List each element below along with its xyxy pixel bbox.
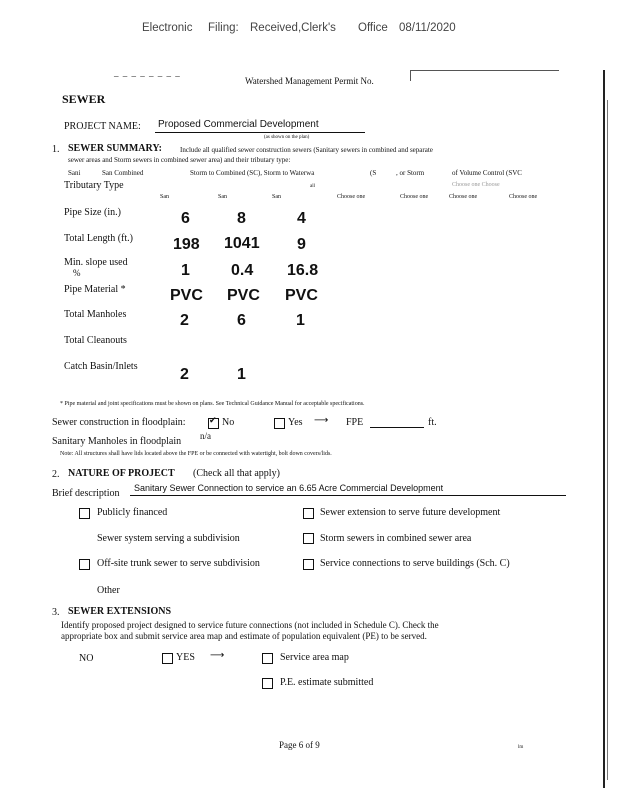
option-publicly-financed: Publicly financed	[97, 507, 168, 518]
cell-value: 2	[180, 366, 189, 383]
col-header: San	[160, 194, 169, 200]
cell-value: 6	[237, 312, 246, 329]
arrow-right-icon: ⟶	[314, 415, 329, 426]
row-label-min-slope: Min. slope used	[64, 257, 128, 268]
floodplain-no-label: No	[222, 417, 235, 428]
offsite-trunk-checkbox[interactable]	[79, 559, 90, 570]
section-title: SEWER	[62, 92, 106, 106]
permit-dashes: _ _ _ _ _ _ _ _	[114, 68, 181, 78]
cell-value: PVC	[227, 287, 260, 304]
col-header: San	[218, 194, 227, 200]
header-office: Office	[358, 22, 388, 34]
section3-number: 3.	[52, 607, 60, 618]
sewer-extension-checkbox[interactable]	[303, 508, 314, 519]
fpe-unit: ft.	[428, 417, 437, 428]
footer-mark: lm	[518, 745, 524, 750]
tributary-type-label: Tributary Type	[64, 180, 124, 191]
cell-value: 2	[180, 312, 189, 329]
cell-value: 198	[173, 236, 200, 253]
header-filing: Filing:	[208, 22, 239, 34]
permit-number-field[interactable]	[410, 70, 559, 81]
cell-value: 1	[237, 366, 246, 383]
option-sewer-extension: Sewer extension to serve future development	[320, 507, 501, 518]
type-san-combined: San Combined	[102, 169, 144, 177]
arrow-right-icon: ⟶	[210, 650, 225, 661]
floodplain-label: Sewer construction in floodplain:	[52, 417, 186, 428]
project-name-underline	[155, 132, 365, 133]
header-date: 08/11/2020	[399, 22, 456, 34]
cell-value: 1	[181, 262, 190, 279]
row-label-total-cleanouts: Total Cleanouts	[64, 335, 127, 346]
section1-heading: SEWER SUMMARY:	[68, 143, 163, 154]
section3-desc2: appropriate box and submit service area map and estimate of population equivalent (PE) to be served.	[61, 631, 427, 641]
row-label-catch-basin: Catch Basin/Inlets	[64, 361, 138, 372]
brief-description-value: Sanitary Sewer Connection to service an 6.65 Acre Commercial Development	[134, 483, 444, 493]
service-area-map-label: Service area map	[280, 652, 349, 663]
option-other: Other	[97, 585, 120, 596]
pe-estimate-checkbox[interactable]	[262, 678, 273, 689]
cell-value: 1041	[224, 235, 260, 252]
pipe-material-footnote: * Pipe material and joint specifications must be shown on plans. See Technical Guidance Manual for acceptable specifications.	[60, 401, 365, 407]
service-area-map-checkbox[interactable]	[262, 653, 273, 664]
brief-description-underline	[130, 495, 566, 496]
scan-edge-bar	[603, 70, 605, 788]
cell-value: 9	[297, 236, 306, 253]
section1-desc1: Include all qualified sewer construction sewers (Sanitary sewers in combined and separate	[180, 146, 433, 154]
manholes-floodplain-label: Sanitary Manholes in floodplain	[52, 436, 182, 447]
fpe-input-line[interactable]	[370, 427, 424, 428]
col-header: Choose one	[449, 194, 478, 200]
cell-value: 0.4	[231, 262, 254, 279]
scan-edge-bar	[607, 100, 608, 780]
storm-sewers-checkbox[interactable]	[303, 533, 314, 544]
type-storm-combined: Storm to Combined (SC), Storm to Waterwa	[190, 169, 315, 177]
type-svc: of Volume Control (SVC	[452, 169, 522, 177]
manholes-floodplain-value: n/a	[200, 431, 211, 441]
row-sublabel-percent: %	[73, 268, 81, 278]
option-storm-sewers: Storm sewers in combined sewer area	[320, 533, 472, 544]
option-offsite-trunk: Off-site trunk sewer to serve subdivision	[97, 558, 260, 569]
publicly-financed-checkbox[interactable]	[79, 508, 90, 519]
fpe-label: FPE	[346, 417, 364, 428]
cell-value: 4	[297, 210, 306, 227]
header-received: Received,Clerk's	[250, 22, 336, 34]
cell-value: PVC	[285, 287, 318, 304]
project-name-label: PROJECT NAME:	[64, 121, 141, 132]
type-storm: , or Storm	[396, 169, 425, 177]
tributary-note: all	[310, 184, 315, 189]
type-sani: Sani	[68, 169, 81, 177]
extensions-no-label: NO	[79, 653, 94, 664]
permit-label: Watershed Management Permit No.	[245, 76, 374, 86]
cell-value: 16.8	[287, 262, 319, 279]
extensions-yes-checkbox[interactable]	[162, 653, 173, 664]
option-subdivision: Sewer system serving a subdivision	[97, 533, 240, 544]
type-s: (S	[370, 169, 377, 177]
option-service-connections: Service connections to serve buildings (Sch. C)	[320, 558, 510, 569]
service-connections-checkbox[interactable]	[303, 559, 314, 570]
page-number: Page 6 of 9	[279, 740, 320, 750]
row-label-total-length: Total Length (ft.)	[64, 233, 133, 244]
section3-desc1: Identify proposed project designed to service future connections (not included in Schedule C). Check the	[61, 620, 439, 630]
pe-estimate-label: P.E. estimate submitted	[280, 677, 374, 688]
extensions-yes-label: YES	[176, 652, 195, 663]
structures-note: Note: All structures shall have lids located above the FPE or be connected with watertight, bolt down covers/lids.	[60, 451, 332, 457]
row-label-pipe-size: Pipe Size (in.)	[64, 207, 121, 218]
floodplain-no-checkbox[interactable]	[208, 418, 219, 429]
floodplain-yes-label: Yes	[288, 417, 303, 428]
section2-heading: NATURE OF PROJECT	[68, 468, 175, 479]
project-name-value: Proposed Commercial Development	[158, 119, 319, 130]
col-header: Choose one	[400, 194, 429, 200]
faint-note: Choose one Choose	[452, 182, 500, 188]
cell-value: 8	[237, 210, 246, 227]
brief-description-label: Brief description	[52, 488, 120, 499]
section1-desc2: sewer areas and Storm sewers in combined sewer area) and their tributary type:	[68, 156, 291, 164]
row-label-total-manholes: Total Manholes	[64, 309, 127, 320]
col-header: Choose one	[337, 194, 366, 200]
section3-heading: SEWER EXTENSIONS	[68, 606, 172, 617]
section1-number: 1.	[52, 144, 60, 155]
row-label-pipe-material: Pipe Material *	[64, 284, 126, 295]
floodplain-yes-checkbox[interactable]	[274, 418, 285, 429]
col-header: San	[272, 194, 281, 200]
section2-number: 2.	[52, 469, 60, 480]
cell-value: PVC	[170, 287, 203, 304]
header-electronic: Electronic	[142, 22, 193, 34]
cell-value: 6	[181, 210, 190, 227]
cell-value: 1	[296, 312, 305, 329]
section2-heading-note: (Check all that apply)	[193, 468, 280, 479]
col-header: Choose one	[509, 194, 538, 200]
project-name-note: (as shown on the plan)	[264, 135, 310, 140]
